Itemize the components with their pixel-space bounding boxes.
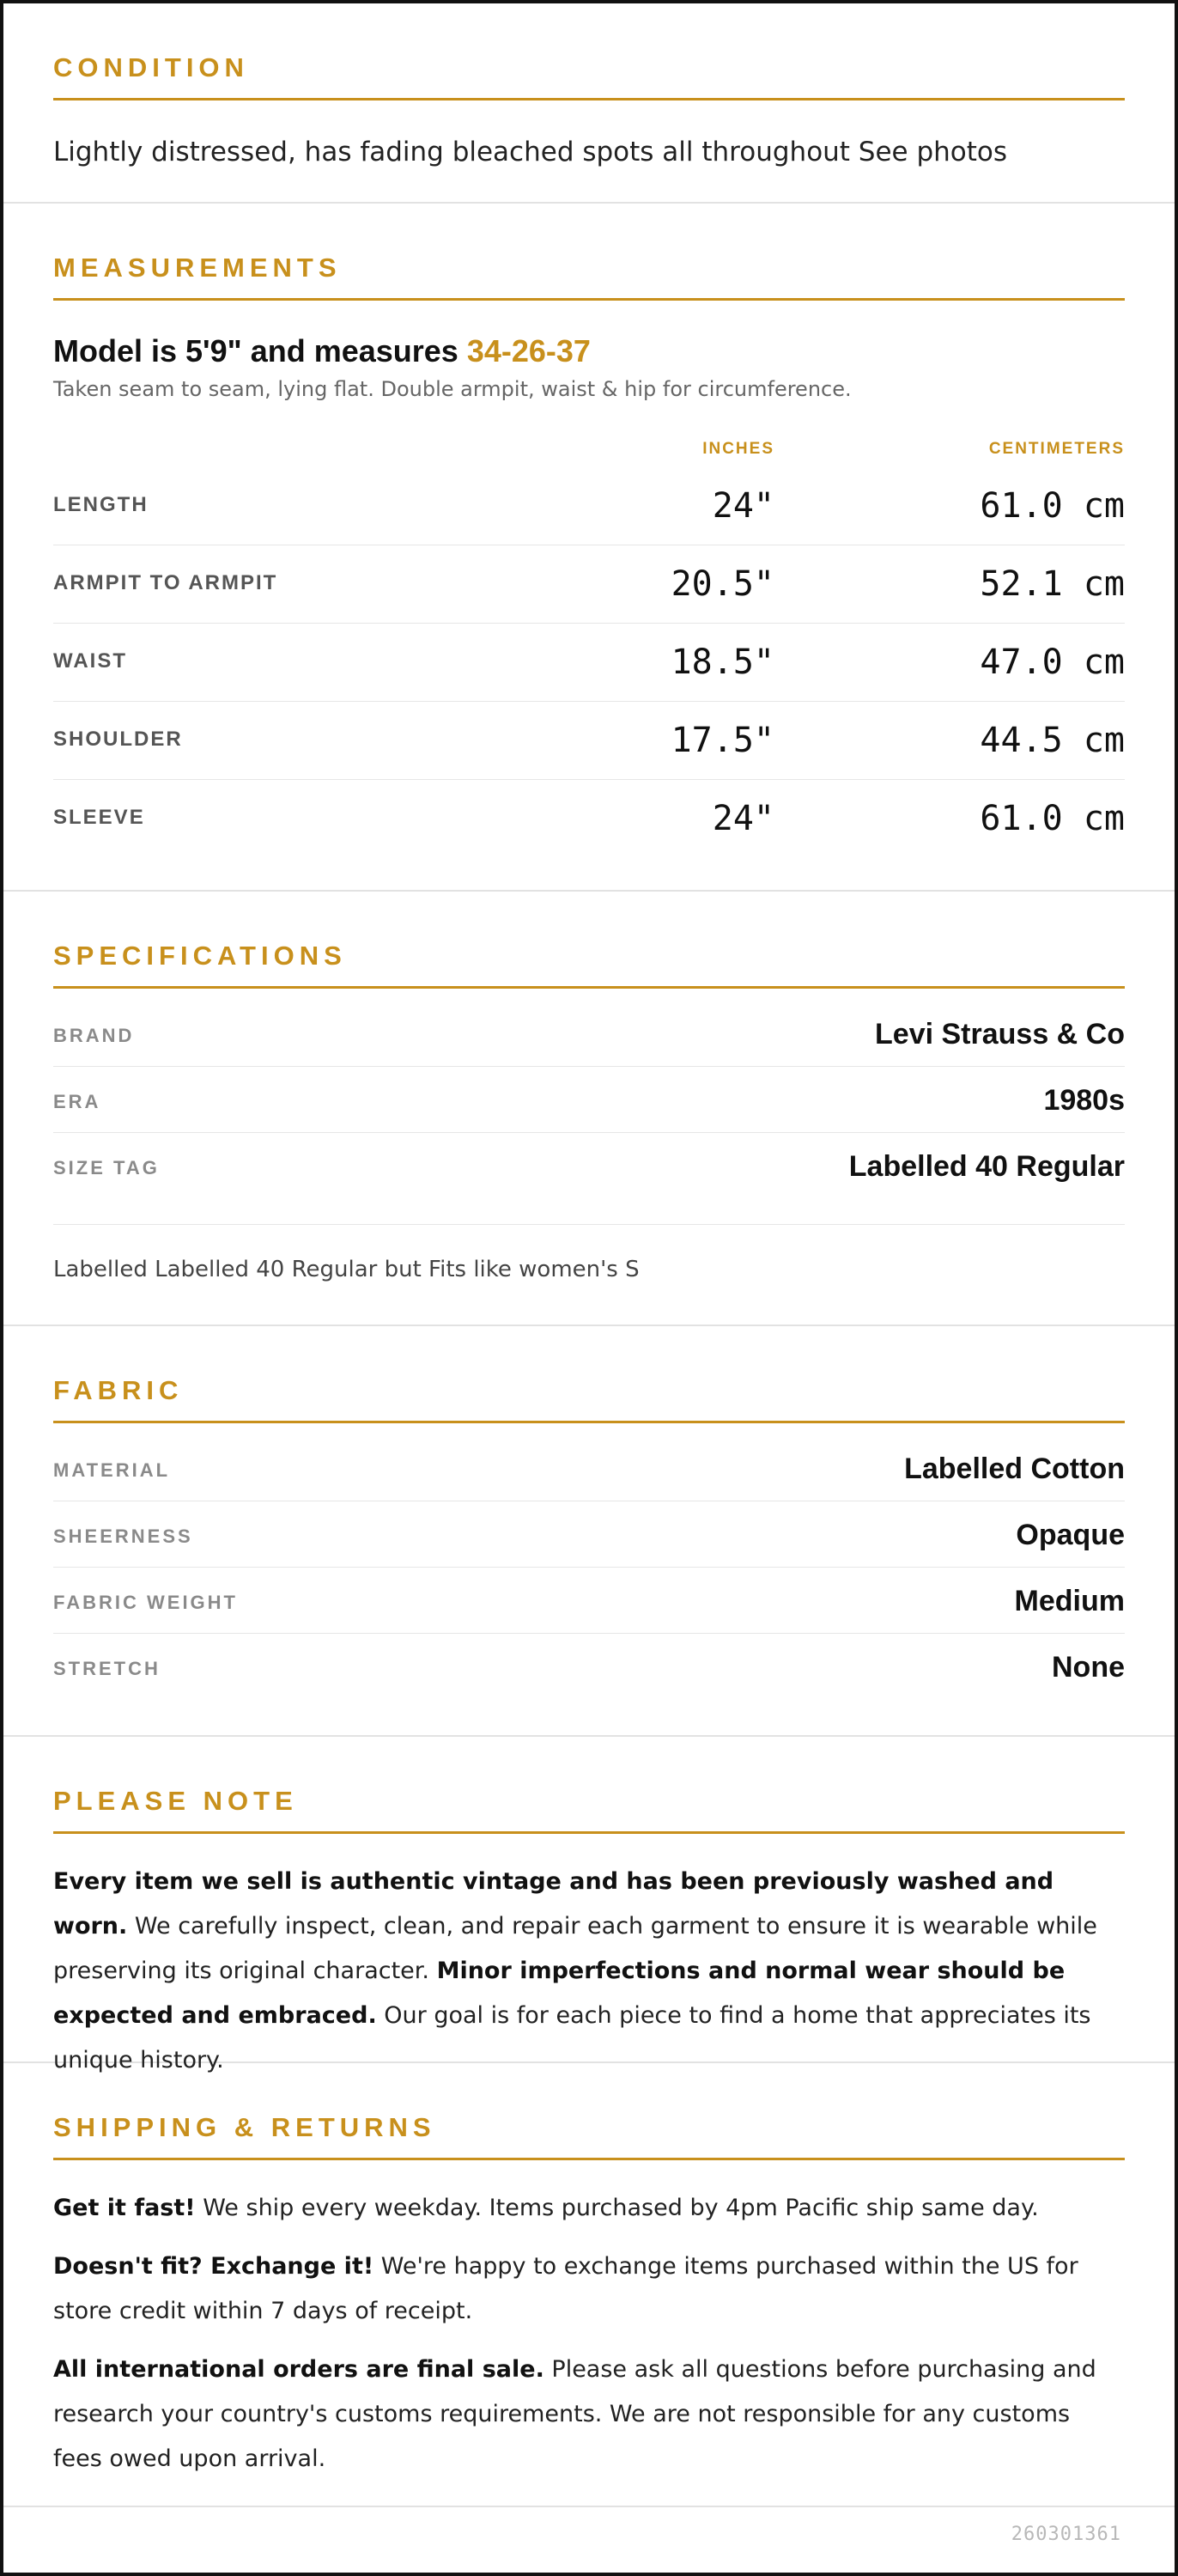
product-id: 260301361 [1011,2524,1121,2545]
measurements-table [53,467,1125,857]
measurement-label: SLEEVE [53,806,145,829]
fabric-row-material [53,1435,1125,1501]
shipping-fast-bold: Get it fast! [53,2195,196,2221]
note-bold-1: Every item we sell is authentic vintage and has been previously washed and worn. [53,1868,1054,1940]
measurement-cm: 44.5 cm [980,721,1125,760]
condition-title: CONDITION [53,52,249,82]
measurements-header [53,433,1125,467]
shipping-exchange-text: We're happy to exchange items purchased within the US for store credit within 7 days of receipt. [53,2253,1078,2324]
fabric-label: SHEERNESS [53,1526,193,1547]
fabric-section [3,1326,1175,1737]
measurement-cm: 61.0 cm [980,486,1125,526]
measurements-subtitle: Taken seam to seam, lying flat. Double armpit, waist & hip for circumference. [53,377,852,401]
shipping-section [3,2063,1175,2507]
measurement-label: ARMPIT TO ARMPIT [53,571,278,594]
measurement-inches: 20.5" [671,564,774,604]
fabric-value: Opaque [1016,1519,1125,1551]
fabric-row-weight [53,1568,1125,1634]
note-text-2: Our goal is for each piece to find a home that appreciates its unique history. [53,2002,1091,2074]
spec-label: SIZE TAG [53,1157,160,1178]
please-note-text [53,1860,1125,2083]
measurement-row [53,467,1125,545]
please-note-title: PLEASE NOTE [53,1786,298,1816]
measurement-inches: 24" [712,799,774,838]
fabric-value: Labelled Cotton [904,1452,1125,1485]
measurement-row [53,624,1125,702]
note-bold-2: Minor imperfections and normal wear should be expected and embraced. [53,1958,1066,2029]
spec-row-size-tag [53,1133,1125,1198]
measurements-rule [53,298,1125,301]
measurement-cm: 47.0 cm [980,642,1125,682]
measurement-inches: 17.5" [671,721,774,760]
measurement-cm: 52.1 cm [980,564,1125,604]
col-cm-header: CENTIMETERS [988,440,1125,458]
shipping-text [53,2186,1125,2482]
fabric-label: FABRIC WEIGHT [53,1592,238,1613]
measurement-row [53,545,1125,624]
shipping-fast [53,2186,1125,2231]
spec-value: 1980s [1043,1084,1125,1117]
model-prefix: Model is 5'9" and measures [53,333,467,368]
model-measures: 34-26-37 [466,333,591,368]
note-text-1: We carefully inspect, clean, and repair each garment to ensure it is wearable while preserving its original character. [53,1913,1097,1984]
please-note-rule [53,1831,1125,1834]
fabric-label: MATERIAL [53,1459,171,1481]
specifications-section [3,892,1175,1326]
measurement-inches: 18.5" [671,642,774,682]
measurement-label: WAIST [53,649,127,673]
shipping-exchange-bold: Doesn't fit? Exchange it! [53,2253,374,2280]
fabric-value: None [1052,1651,1125,1684]
spec-value: Labelled 40 Regular [848,1150,1125,1183]
spec-fit-note: Labelled Labelled 40 Regular but Fits like women's S [53,1224,1125,1285]
specifications-rule [53,986,1125,989]
spec-row-brand [53,1001,1125,1067]
shipping-fast-text: We ship every weekday. Items purchased by 4pm Pacific ship same day. [195,2195,1039,2221]
shipping-international-text: Please ask all questions before purchasing and research your country's customs requirements. We are not responsible for any customs fees owed upon arrival. [53,2356,1096,2472]
spec-row-era [53,1067,1125,1133]
col-inches-header: INCHES [702,440,774,458]
shipping-exchange [53,2244,1125,2334]
spec-value: Levi Strauss & Co [875,1018,1125,1050]
measurement-inches: 24" [712,486,774,526]
measurement-label: LENGTH [53,493,149,516]
fabric-rule [53,1421,1125,1423]
measurement-row [53,780,1125,857]
condition-text: Lightly distressed, has fading bleached spots all throughout See photos [53,137,1008,167]
shipping-international-bold: All international orders are final sale. [53,2356,544,2383]
spec-label: BRAND [53,1025,135,1046]
fabric-title: FABRIC [53,1375,184,1405]
please-note-section [3,1737,1175,2074]
condition-section [3,3,1175,204]
measurement-row [53,702,1125,780]
measurement-cm: 61.0 cm [980,799,1125,838]
fabric-row-stretch [53,1634,1125,1699]
spec-label: ERA [53,1091,101,1112]
fabric-label: STRETCH [53,1658,161,1679]
specifications-title: SPECIFICATIONS [53,941,347,971]
shipping-international [53,2348,1125,2482]
fabric-row-sheerness [53,1501,1125,1568]
model-info [53,332,1125,371]
shipping-title: SHIPPING & RETURNS [53,2112,436,2142]
fabric-value: Medium [1014,1585,1125,1617]
measurements-title: MEASUREMENTS [53,253,342,283]
measurements-section [3,204,1175,892]
measurement-label: SHOULDER [53,728,183,751]
shipping-rule [53,2158,1125,2160]
condition-rule [53,98,1125,100]
